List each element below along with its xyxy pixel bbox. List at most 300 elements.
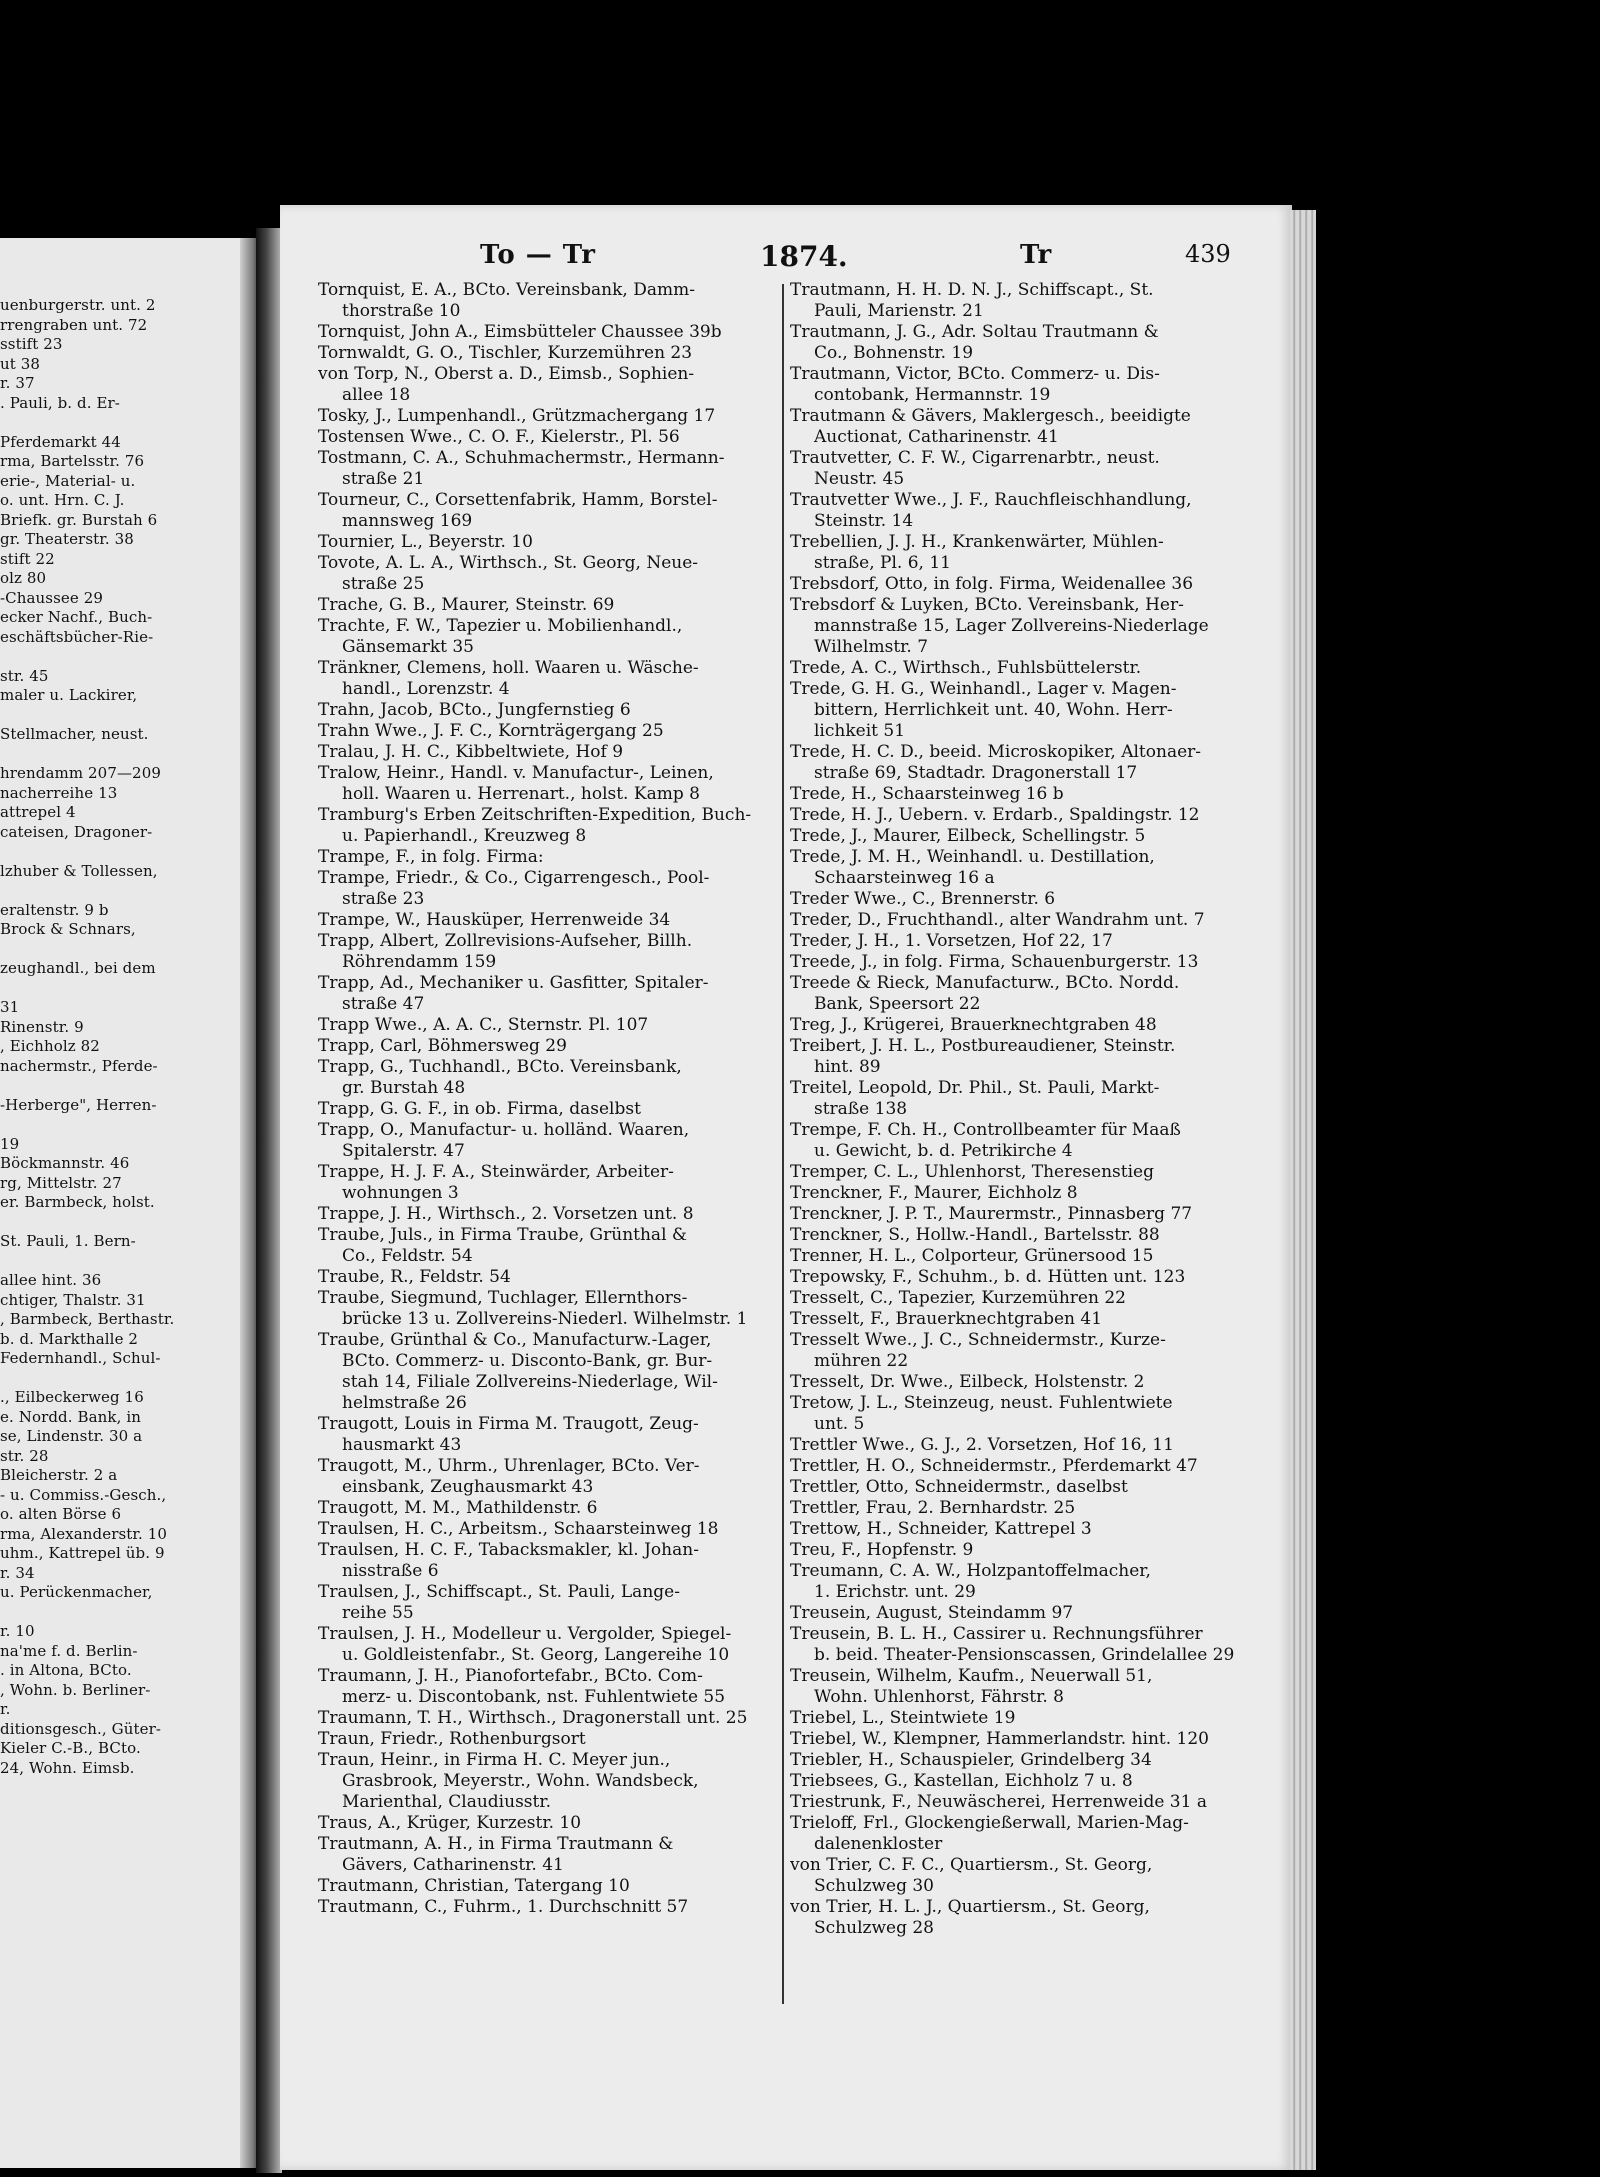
entry-first-line: Trautmann, J. G., Adr. Soltau Trautmann & — [790, 322, 1159, 342]
entry-first-line: Trenckner, F., Maurer, Eichholz 8 — [790, 1183, 1078, 1203]
directory-entry — [790, 1330, 1262, 1372]
entry-continuation-line: u. Gewicht, b. d. Petrikirche 4 — [814, 1141, 1073, 1161]
entry-continuation-line: Schaarsteinweg 16 a — [814, 868, 995, 888]
entry-first-line: Trebsdorf & Luyken, BCto. Vereinsbank, Her- — [790, 595, 1184, 615]
left-page-fragment: u. Perückenmacher, — [0, 1583, 153, 1601]
directory-entry — [790, 1624, 1262, 1666]
directory-entry — [790, 1225, 1262, 1246]
directory-entry — [790, 1246, 1262, 1267]
directory-entry — [318, 1456, 780, 1498]
entry-first-line: Trapp, G., Tuchhandl., BCto. Vereinsbank, — [318, 1057, 682, 1077]
directory-entry — [318, 1162, 780, 1204]
left-page-fragment: -Chaussee 29 — [0, 588, 104, 607]
directory-entry — [790, 826, 1262, 847]
entry-continuation-line: Gänsemarkt 35 — [342, 637, 474, 657]
entry-first-line: Tostmann, C. A., Schuhmachermstr., Hermann- — [318, 448, 725, 468]
left-page-fragment: r. 10 — [0, 1622, 35, 1640]
entry-first-line: Trapp, Ad., Mechaniker u. Gasfitter, Spitaler- — [318, 973, 709, 993]
left-page-fragment: eraltenstr. 9 b — [0, 900, 109, 919]
directory-entry — [790, 574, 1262, 595]
directory-entry — [790, 742, 1262, 784]
entry-first-line: Trettler Wwe., G. J., 2. Vorsetzen, Hof 16, 11 — [790, 1435, 1174, 1455]
entry-first-line: Tornquist, E. A., BCto. Vereinsbank, Damm- — [318, 280, 695, 300]
entry-first-line: von Trier, C. F. C., Quartiersm., St. Georg, — [790, 1855, 1153, 1875]
left-page-fragment: 31 — [0, 998, 20, 1016]
directory-entry — [318, 553, 780, 595]
directory-entry — [318, 343, 780, 364]
directory-entry — [790, 1435, 1262, 1456]
directory-entry — [318, 1036, 780, 1057]
left-page-fragment: Rinenstr. 9 — [0, 1017, 84, 1036]
directory-entry — [318, 1057, 780, 1099]
directory-entry — [790, 1288, 1262, 1309]
entry-continuation-line: mannsweg 169 — [342, 511, 473, 531]
directory-entry — [790, 1309, 1262, 1330]
directory-entry — [790, 1015, 1262, 1036]
directory-entry — [790, 1183, 1262, 1204]
entry-first-line: Trautmann & Gävers, Maklergesch., beeidigte — [790, 406, 1191, 426]
left-page-fragment: gr. Theaterstr. 38 — [0, 530, 134, 548]
directory-entry — [318, 1813, 780, 1834]
left-page-fragment: r. 37 — [0, 374, 35, 392]
entry-first-line: Tresselt, C., Tapezier, Kurzemühren 22 — [790, 1288, 1126, 1308]
directory-entry — [318, 448, 780, 490]
entry-first-line: Trapp, G. G. F., in ob. Firma, daselbst — [318, 1099, 641, 1119]
entry-continuation-line: nisstraße 6 — [342, 1561, 439, 1581]
directory-entry — [318, 847, 780, 868]
entry-first-line: Trede, J., Maurer, Eilbeck, Schellingstr. 5 — [790, 826, 1146, 846]
entry-first-line: Traulsen, H. C., Arbeitsm., Schaarsteinweg 18 — [318, 1519, 719, 1539]
directory-entry — [318, 742, 780, 763]
entry-first-line: Treg, J., Krügerei, Brauerknechtgraben 48 — [790, 1015, 1157, 1035]
entry-first-line: Trede, H., Schaarsteinweg 16 b — [790, 784, 1064, 804]
entry-first-line: Trappe, J. H., Wirthsch., 2. Vorsetzen unt. 8 — [318, 1204, 694, 1224]
directory-entry — [318, 616, 780, 658]
entry-first-line: Trahn Wwe., J. F. C., Kornträgergang 25 — [318, 721, 664, 741]
entry-first-line: Tornquist, John A., Eimsbütteler Chaussee 39b — [318, 322, 722, 342]
header-alpha-key: Tr — [1020, 240, 1052, 270]
entry-first-line: Tournier, L., Beyerstr. 10 — [318, 532, 533, 552]
entry-continuation-line: mühren 22 — [814, 1351, 909, 1371]
left-page-fragment — [0, 1252, 250, 1272]
directory-entry — [790, 658, 1262, 679]
entry-first-line: Triebel, W., Klempner, Hammerlandstr. hint. 120 — [790, 1729, 1209, 1749]
directory-entry — [318, 1120, 780, 1162]
header-alpha-range: To — Tr — [480, 240, 596, 270]
directory-entry — [318, 700, 780, 721]
entry-first-line: Trapp, Albert, Zollrevisions-Aufseher, Billh. — [318, 931, 693, 951]
directory-entry — [318, 364, 780, 406]
entry-first-line: Trapp Wwe., A. A. C., Sternstr. Pl. 107 — [318, 1015, 649, 1035]
entry-continuation-line: Spitalerstr. 47 — [342, 1141, 465, 1161]
directory-entry — [318, 406, 780, 427]
entry-first-line: Trede, A. C., Wirthsch., Fuhlsbüttelerstr. — [790, 658, 1142, 678]
left-page-fragment: - u. Commiss.-Gesch., — [0, 1485, 167, 1504]
entry-continuation-line: merz- u. Discontobank, nst. Fuhlentwiete 55 — [342, 1687, 726, 1707]
entry-continuation-line: lichkeit 51 — [814, 721, 906, 741]
directory-entry — [790, 1372, 1262, 1393]
left-page-fragment: Federnhandl., Schul- — [0, 1349, 161, 1367]
left-page-fragment: b. d. Markthalle 2 — [0, 1329, 139, 1348]
directory-column-left — [318, 280, 780, 1918]
entry-first-line: Tramburg's Erben Zeitschriften-Expedition, Buch- — [318, 805, 752, 825]
directory-entry — [318, 1876, 780, 1897]
entry-first-line: Trebsdorf, Otto, in folg. Firma, Weidenallee 36 — [790, 574, 1194, 594]
left-page-fragment — [0, 1369, 250, 1389]
left-page-fragment: Bleicherstr. 2 a — [0, 1466, 118, 1484]
entry-continuation-line: u. Papierhandl., Kreuzweg 8 — [342, 826, 587, 846]
left-page-fragment: o. unt. Hrn. C. J. — [0, 491, 125, 509]
page-number: 439 — [1185, 240, 1231, 268]
left-page-fragment: hrendamm 207—209 — [0, 764, 161, 782]
left-page-fragment: na'me f. d. Berlin- — [0, 1641, 138, 1660]
entry-first-line: Traube, Juls., in Firma Traube, Grünthal & — [318, 1225, 688, 1245]
left-page-fragment: chtiger, Thalstr. 31 — [0, 1290, 146, 1309]
entry-first-line: Traulsen, H. C. F., Tabacksmakler, kl. Johan- — [318, 1540, 699, 1560]
directory-entry — [790, 1771, 1262, 1792]
entry-first-line: Trautmann, C., Fuhrm., 1. Durchschnitt 57 — [318, 1897, 689, 1917]
directory-entry — [790, 952, 1262, 973]
directory-entry — [318, 1897, 780, 1918]
entry-first-line: Trenner, H. L., Colporteur, Grünersood 15 — [790, 1246, 1154, 1266]
entry-continuation-line: einsbank, Zeughausmarkt 43 — [342, 1477, 594, 1497]
entry-first-line: Traugott, M., Uhrm., Uhrenlager, BCto. Ver- — [318, 1456, 700, 1476]
entry-continuation-line: Wilhelmstr. 7 — [814, 637, 929, 657]
entry-first-line: Tretow, J. L., Steinzeug, neust. Fuhlentwiete — [790, 1393, 1173, 1413]
left-page-fragment: allee hint. 36 — [0, 1271, 102, 1289]
entry-first-line: Traulsen, J., Schiffscapt., St. Pauli, Lange- — [318, 1582, 680, 1602]
left-page-fragment: str. 45 — [0, 666, 49, 685]
left-page-fragment — [0, 1076, 250, 1096]
entry-continuation-line: straße 47 — [342, 994, 425, 1014]
left-page-fragment: r. — [0, 1700, 11, 1718]
entry-first-line: Trautvetter, C. F. W., Cigarrenarbtr., neust. — [790, 448, 1160, 468]
directory-entry — [790, 1036, 1262, 1078]
directory-entry — [318, 1624, 780, 1666]
directory-entry — [790, 1519, 1262, 1540]
directory-entry — [790, 490, 1262, 532]
directory-entry — [318, 1204, 780, 1225]
left-page-fragment: Brock & Schnars, — [0, 920, 136, 938]
entry-continuation-line: thorstraße 10 — [342, 301, 461, 321]
entry-first-line: Treumann, C. A. W., Holzpantoffelmacher, — [790, 1561, 1151, 1581]
directory-entry — [790, 1708, 1262, 1729]
left-page-fragment: Böckmannstr. 46 — [0, 1154, 130, 1172]
directory-entry — [318, 1708, 780, 1729]
entry-first-line: Tralow, Heinr., Handl. v. Manufactur-, Leinen, — [318, 763, 714, 783]
entry-first-line: Trampe, W., Hausküper, Herrenweide 34 — [318, 910, 671, 930]
entry-continuation-line: hint. 89 — [814, 1057, 881, 1077]
entry-first-line: Traugott, M. M., Mathildenstr. 6 — [318, 1498, 598, 1518]
entry-first-line: Traun, Heinr., in Firma H. C. Meyer jun., — [318, 1750, 671, 1770]
entry-first-line: Traugott, Louis in Firma M. Traugott, Zeug- — [318, 1414, 699, 1434]
directory-entry — [318, 868, 780, 910]
left-page-fragment: St. Pauli, 1. Bern- — [0, 1232, 136, 1250]
left-page-fragment: sstift 23 — [0, 335, 63, 353]
left-page-fragment: uhm., Kattrepel üb. 9 — [0, 1544, 165, 1562]
directory-entry — [790, 1162, 1262, 1183]
entry-continuation-line: Pauli, Marienstr. 21 — [814, 301, 984, 321]
left-page-fragment: maler u. Lackirer, — [0, 686, 138, 704]
entry-first-line: Trappe, H. J. F. A., Steinwärder, Arbeiter- — [318, 1162, 674, 1182]
directory-entry — [318, 1540, 780, 1582]
left-page-fragment: e. Nordd. Bank, in — [0, 1407, 141, 1426]
entry-continuation-line: stah 14, Filiale Zollvereins-Niederlage, Wil- — [342, 1372, 718, 1392]
entry-continuation-line: Gävers, Catharinenstr. 41 — [342, 1855, 564, 1875]
directory-entry — [790, 889, 1262, 910]
entry-first-line: Tosky, J., Lumpenhandl., Grützmachergang 17 — [318, 406, 716, 426]
entry-first-line: Triestrunk, F., Neuwäscherei, Herrenweide 31 a — [790, 1792, 1207, 1812]
left-page-fragment: uenburgerstr. unt. 2 — [0, 296, 156, 314]
directory-entry — [790, 532, 1262, 574]
left-page-fragment: -Herberge", Herren- — [0, 1095, 157, 1114]
directory-entry — [318, 721, 780, 742]
entry-first-line: Traube, Siegmund, Tuchlager, Ellernthors- — [318, 1288, 688, 1308]
directory-entry — [318, 1519, 780, 1540]
left-page-fragment: Briefk. gr. Burstah 6 — [0, 510, 158, 529]
entry-first-line: Trempe, F. Ch. H., Controllbeamter für Maaß — [790, 1120, 1181, 1140]
left-page-text-fragments — [0, 296, 250, 1778]
entry-first-line: Trettow, H., Schneider, Kattrepel 3 — [790, 1519, 1092, 1539]
directory-entry — [318, 658, 780, 700]
directory-entry — [790, 595, 1262, 658]
entry-continuation-line: dalenenkloster — [814, 1834, 943, 1854]
entry-continuation-line: straße 23 — [342, 889, 425, 909]
entry-continuation-line: Co., Feldstr. 54 — [342, 1246, 473, 1266]
entry-first-line: Trapp, O., Manufactur- u. holländ. Waaren, — [318, 1120, 690, 1140]
entry-continuation-line: gr. Burstah 48 — [342, 1078, 466, 1098]
left-page-fragment: nacherreihe 13 — [0, 783, 118, 802]
left-page-fragment: Kieler C.-B., BCto. — [0, 1739, 141, 1757]
entry-first-line: Treusein, B. L. H., Cassirer u. Rechnungsführer — [790, 1624, 1203, 1644]
entry-continuation-line: straße 138 — [814, 1099, 908, 1119]
entry-first-line: Treusein, Wilhelm, Kaufm., Neuerwall 51, — [790, 1666, 1153, 1686]
directory-entry — [790, 1456, 1262, 1477]
entry-first-line: Treder, D., Fruchthandl., alter Wandrahm unt. 7 — [790, 910, 1205, 930]
entry-first-line: Treede, J., in folg. Firma, Schauenburgerstr. 13 — [790, 952, 1199, 972]
page-header — [320, 240, 1240, 276]
entry-first-line: Trache, G. B., Maurer, Steinstr. 69 — [318, 595, 615, 615]
entry-continuation-line: straße 69, Stadtadr. Dragonerstall 17 — [814, 763, 1138, 783]
directory-entry — [318, 1330, 780, 1414]
entry-first-line: Trede, H. J., Uebern. v. Erdarb., Spaldingstr. 12 — [790, 805, 1200, 825]
entry-first-line: Traube, Grünthal & Co., Manufacturw.-Lager, — [318, 1330, 712, 1350]
entry-first-line: Trede, G. H. G., Weinhandl., Lager v. Magen- — [790, 679, 1177, 699]
entry-continuation-line: handl., Lorenzstr. 4 — [342, 679, 510, 699]
entry-continuation-line: b. beid. Theater-Pensionscassen, Grindelallee 29 — [814, 1645, 1235, 1665]
directory-entry — [790, 1813, 1262, 1855]
entry-continuation-line: BCto. Commerz- u. Disconto-Bank, gr. Bur- — [342, 1351, 713, 1371]
entry-continuation-line: Bank, Speersort 22 — [814, 994, 981, 1014]
entry-first-line: Trepowsky, F., Schuhm., b. d. Hütten unt. 123 — [790, 1267, 1186, 1287]
left-page-fragment: rma, Bartelsstr. 76 — [0, 452, 145, 470]
left-page-fragment: olz 80 — [0, 569, 47, 587]
left-page-fragment: attrepel 4 — [0, 803, 76, 821]
directory-entry — [318, 1750, 780, 1813]
directory-entry — [790, 1078, 1262, 1120]
left-page-fragment — [0, 413, 250, 433]
directory-entry — [318, 1729, 780, 1750]
left-page-fragment: er. Barmbeck, holst. — [0, 1193, 155, 1211]
entry-continuation-line: Grasbrook, Meyerstr., Wohn. Wandsbeck, — [342, 1771, 699, 1791]
entry-first-line: Traumann, J. H., Pianofortefabr., BCto. Com- — [318, 1666, 703, 1686]
entry-continuation-line: Marienthal, Claudiusstr. — [342, 1792, 552, 1812]
directory-entry — [790, 406, 1262, 448]
entry-first-line: Tresselt, Dr. Wwe., Eilbeck, Holstenstr. 2 — [790, 1372, 1145, 1392]
entry-first-line: Trautmann, Christian, Tatergang 10 — [318, 1876, 630, 1896]
entry-first-line: Treu, F., Hopfenstr. 9 — [790, 1540, 974, 1560]
left-page-fragment: , Eichholz 82 — [0, 1037, 100, 1055]
entry-first-line: Trapp, Carl, Böhmersweg 29 — [318, 1036, 567, 1056]
entry-continuation-line: Schulzweg 28 — [814, 1918, 934, 1938]
left-page-fragment: 24, Wohn. Eimsb. — [0, 1758, 135, 1777]
entry-first-line: Trautmann, Victor, BCto. Commerz- u. Dis- — [790, 364, 1160, 384]
directory-entry — [790, 1729, 1262, 1750]
entry-continuation-line: straße, Pl. 6, 11 — [814, 553, 951, 573]
entry-first-line: Trautvetter Wwe., J. F., Rauchfleischhandlung, — [790, 490, 1192, 510]
entry-first-line: Tovote, A. L. A., Wirthsch., St. Georg, Neue- — [318, 553, 699, 573]
page-stack-edge — [1290, 210, 1316, 2170]
entry-first-line: Treitel, Leopold, Dr. Phil., St. Pauli, Markt- — [790, 1078, 1160, 1098]
entry-continuation-line: Röhrendamm 159 — [342, 952, 497, 972]
directory-entry — [318, 805, 780, 847]
left-page-fragment: Pferdemarkt 44 — [0, 432, 121, 451]
left-page-fragment — [0, 647, 250, 667]
entry-first-line: Tremper, C. L., Uhlenhorst, Theresenstieg — [790, 1162, 1154, 1182]
book-gutter — [256, 228, 282, 2173]
directory-entry — [318, 1414, 780, 1456]
entry-first-line: Trautmann, A. H., in Firma Trautmann & — [318, 1834, 674, 1854]
entry-first-line: Trede, H. C. D., beeid. Microskopiker, Altonaer- — [790, 742, 1202, 762]
entry-continuation-line: wohnungen 3 — [342, 1183, 459, 1203]
left-page-fragment: stift 22 — [0, 549, 55, 568]
left-page-fragment: . Pauli, b. d. Er- — [0, 393, 120, 412]
directory-entry — [790, 1603, 1262, 1624]
entry-first-line: Tresselt, F., Brauerknechtgraben 41 — [790, 1309, 1103, 1329]
entry-first-line: Trettler, H. O., Schneidermstr., Pferdemarkt 47 — [790, 1456, 1198, 1476]
entry-first-line: Trieloff, Frl., Glockengießerwall, Marien-Mag- — [790, 1813, 1189, 1833]
directory-entry — [318, 532, 780, 553]
directory-entry — [318, 1099, 780, 1120]
entry-continuation-line: hausmarkt 43 — [342, 1435, 462, 1455]
left-page-fragment: eschäftsbücher-Rie- — [0, 627, 154, 646]
entry-continuation-line: helmstraße 26 — [342, 1393, 467, 1413]
left-page-fragment: zeughandl., bei dem — [0, 959, 156, 977]
entry-continuation-line: mannstraße 15, Lager Zollvereins-Niederlage — [814, 616, 1209, 636]
left-page-fragment: Stellmacher, neust. — [0, 725, 149, 743]
left-page-fragment: se, Lindenstr. 30 a — [0, 1427, 143, 1445]
entry-first-line: Tostensen Wwe., C. O. F., Kielerstr., Pl. 56 — [318, 427, 680, 447]
directory-entry — [318, 1834, 780, 1876]
left-page-fragment — [0, 1603, 250, 1623]
directory-entry — [318, 427, 780, 448]
entry-continuation-line: bittern, Herrlichkeit unt. 40, Wohn. Herr- — [814, 700, 1173, 720]
directory-entry — [790, 1855, 1262, 1897]
entry-first-line: von Trier, H. L. J., Quartiersm., St. Georg, — [790, 1897, 1150, 1917]
directory-entry — [790, 910, 1262, 931]
left-page-fragment: nachermstr., Pferde- — [0, 1056, 158, 1075]
entry-first-line: Treder Wwe., C., Brennerstr. 6 — [790, 889, 1056, 909]
directory-entry — [790, 1666, 1262, 1708]
directory-entry — [318, 595, 780, 616]
entry-first-line: Treder, J. H., 1. Vorsetzen, Hof 22, 17 — [790, 931, 1113, 951]
directory-entry — [318, 1498, 780, 1519]
entry-first-line: Triebsees, G., Kastellan, Eichholz 7 u. 8 — [790, 1771, 1133, 1791]
entry-first-line: Tränkner, Clemens, holl. Waaren u. Wäsche- — [318, 658, 699, 678]
left-page-fragment — [0, 979, 250, 999]
left-page-fragment: o. alten Börse 6 — [0, 1505, 122, 1523]
entry-first-line: Treusein, August, Steindamm 97 — [790, 1603, 1074, 1623]
left-page-fragment: ut 38 — [0, 354, 41, 373]
directory-column-right — [790, 280, 1262, 1939]
left-page-fragment — [0, 1213, 250, 1233]
directory-entry — [790, 931, 1262, 952]
left-page-fragment: , Barmbeck, Berthastr. — [0, 1310, 175, 1328]
left-page-fragment — [0, 940, 250, 960]
directory-entry — [318, 280, 780, 322]
directory-entry — [318, 1582, 780, 1624]
directory-entry — [790, 679, 1262, 742]
entry-continuation-line: Neustr. 45 — [814, 469, 905, 489]
left-page-fragment: ecker Nachf., Buch- — [0, 608, 153, 626]
entry-first-line: Trampe, F., in folg. Firma: — [318, 847, 544, 867]
entry-continuation-line: brücke 13 u. Zollvereins-Niederl. Wilhelmstr. 1 — [342, 1309, 748, 1329]
entry-first-line: Trautmann, H. H. D. N. J., Schiffscapt., St. — [790, 280, 1154, 300]
entry-continuation-line: straße 21 — [342, 469, 425, 489]
directory-entry — [790, 805, 1262, 826]
directory-entry — [790, 364, 1262, 406]
directory-entry — [790, 1477, 1262, 1498]
entry-continuation-line: holl. Waaren u. Herrenart., holst. Kamp 8 — [342, 784, 700, 804]
left-page-fragment: rma, Alexanderstr. 10 — [0, 1524, 168, 1543]
entry-first-line: Traus, A., Krüger, Kurzestr. 10 — [318, 1813, 582, 1833]
entry-continuation-line: Co., Bohnenstr. 19 — [814, 343, 974, 363]
entry-first-line: Trettler, Otto, Schneidermstr., daselbst — [790, 1477, 1128, 1497]
entry-continuation-line: contobank, Hermannstr. 19 — [814, 385, 1051, 405]
entry-first-line: Trahn, Jacob, BCto., Jungfernstieg 6 — [318, 700, 631, 720]
left-page-fragment: 19 — [0, 1134, 20, 1153]
directory-entry — [790, 1540, 1262, 1561]
column-divider — [782, 284, 784, 2004]
directory-entry — [790, 1792, 1262, 1813]
entry-first-line: Traube, R., Feldstr. 54 — [318, 1267, 511, 1287]
entry-first-line: Trenckner, S., Hollw.-Handl., Bartelsstr. 88 — [790, 1225, 1160, 1245]
directory-entry — [318, 1015, 780, 1036]
entry-first-line: Triebler, H., Schauspieler, Grindelberg 34 — [790, 1750, 1152, 1770]
left-page-fragment: ditionsgesch., Güter- — [0, 1719, 162, 1738]
directory-entry — [790, 322, 1262, 364]
directory-entry — [790, 1561, 1262, 1603]
entry-first-line: Treibert, J. H. L., Postbureaudiener, Steinstr. — [790, 1036, 1176, 1056]
entry-first-line: Traun, Friedr., Rothenburgsort — [318, 1729, 586, 1749]
left-page-fragment — [0, 706, 250, 726]
directory-entry — [318, 1288, 780, 1330]
left-page-fragment: rrengraben unt. 72 — [0, 315, 148, 334]
left-page-fragment — [0, 881, 250, 901]
directory-entry — [318, 763, 780, 805]
entry-first-line: von Torp, N., Oberst a. D., Eimsb., Sophien- — [318, 364, 695, 384]
directory-entry — [318, 910, 780, 931]
directory-entry — [318, 1666, 780, 1708]
left-page-fragment: . in Altona, BCto. — [0, 1661, 132, 1679]
directory-entry — [318, 1267, 780, 1288]
header-year: 1874. — [760, 240, 848, 273]
left-page-fragment: , Wohn. b. Berliner- — [0, 1680, 151, 1699]
entry-continuation-line: Steinstr. 14 — [814, 511, 914, 531]
left-page — [0, 238, 256, 2168]
entry-continuation-line: Schulzweg 30 — [814, 1876, 934, 1896]
entry-continuation-line: u. Goldleistenfabr., St. Georg, Langereihe 10 — [342, 1645, 730, 1665]
